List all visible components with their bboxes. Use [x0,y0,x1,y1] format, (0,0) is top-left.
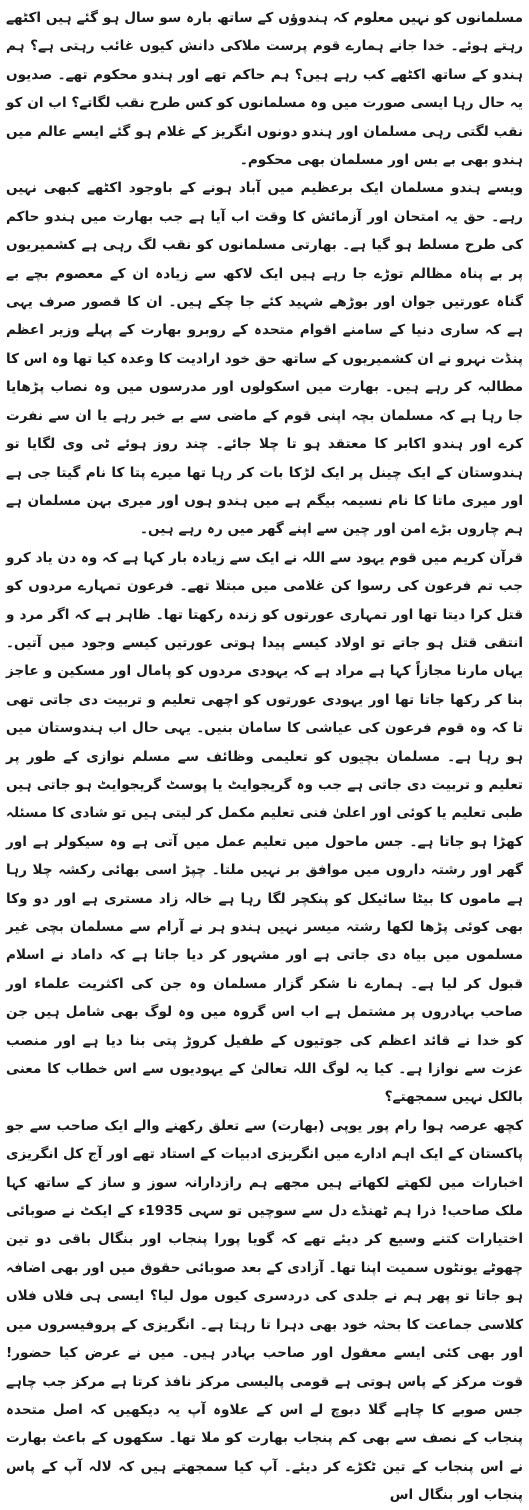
paragraph-1: مسلمانوں کو نہیں معلوم کہ ہندوؤں کے ساتھ بارہ سو سال ہو گئے ہیں اکٹھے رہتے ہوئے۔ خدا جانے ہمارے قوم پرست ملاکی دانش کیوں غائب رہتی ہے؟ ہم ہندو کے ساتھ اکٹھے کب رہے ہیں؟ ہم حاکم تھے اور ہندو محکوم تھے۔ صدیوں یہ حال رہا ایسی صورت میں وہ مسلمانوں کو کس طرح نقب لگاتے؟ اب ان کو نقب لگتی رہی مسلمان اور ہندو دونوں انگریز کے غلام ہو گئے ایسے عالم میں ہندو بھی بے بس اور مسلمان بھی محکوم۔ [6,10,523,169]
paragraph-2: ویسے ہندو مسلمان ایک برعظیم میں آباد ہونے کے باوجود اکٹھے کبھی نہیں رہے۔ حق یہ امتحان اور آزمائش کا وقت اب آیا ہے جب بھارت میں ہندو حاکم کی طرح مسلط ہو گیا ہے۔ بھارتی مسلمانوں کو نقب لگ رہی ہے کشمیریوں پر بے پناہ مظالم توڑے جا رہے ہیں ایک لاکھ سے زیادہ ان کے معصوم بچے بے گناہ عورتیں جوان اور بوڑھے شہید کئے جا چکے ہیں۔ ان کا قصور صرف یہی ہے کہ ساری دنیا کے سامنے اقوام متحدہ کے روبرو بھارت کے پہلے وزیر اعظم پنڈت نہرو نے ان کشمیریوں کے ساتھ حق خود ارادیت کا وعدہ کیا تھا وہ اس کا مطالبہ کر رہے ہیں۔ بھارت میں اسکولوں اور مدرسوں میں وہ نصاب پڑھایا جا رہا ہے کہ مسلمان بچہ اپنی قوم کے ماضی سے بے خبر رہے یا ان سے نفرت کرے اور ہندو اکابر کا معتقد ہو تا چلا جائے۔ چند روز ہوئے ٹی وی لگایا تو ہندوستان کے ایک چینل پر ایک لڑکا بات کر رہا تھا میرے پتا کا نام گیتا جی ہے اور میری ماتا کا نام نسیمہ بیگم ہے میں ہندو ہوں اور میری بہن مسلمان ہے ہم چاروں بڑے امن اور چین سے اپنے گھر میں رہ رہے ہیں۔ [6,180,523,538]
paragraph-4: کچھ عرصہ ہوا رام پور یوپی (بھارت) سے تعلق رکھنے والے ایک صاحب سے جو پاکستان کے ایک اہم ادارے میں انگریزی ادبیات کے استاد تھے اور آج کل انگریزی اخبارات میں لکھتے لکھاتے ہیں مجھے ہم رازدارانہ سوز و ساز کے ساتھ کہا ملک صاحب! ذرا ہم ٹھنڈے دل سے سوچیں تو سہی 1935ء کے ایکٹ نے صوبائی اختیارات کتنے وسیع کر دیئے تھے کہ گویا پورا پنجاب اور بنگال باقی دو تین چھوٹے یونٹوں سمیت اپنا تھا۔ آزادی کے بعد صوبائی حقوق میں اور بھی اضافہ ہو جاتا تو پھر ہم نے جلدی کی دردسری کیوں مول لیا؟ ایسی ہی فلاں فلاں کلاسی جماعت کا بحثہ خود بھی دہرا تا رہتا ہے۔ انگریزی کے پروفیسروں میں اور بھی کئی ایسے معقول اور صاحب بہادر ہیں۔ میں نے عرض کیا حضور! قوت مرکز کے پاس ہوتی ہے قومی پالیسی مرکز نافذ کرتا ہے مرکز جب چاہے جس صوبے کا چاہے گلا دبوچ لے اس کے علاوہ آپ یہ دیکھیں کہ اصل متحدہ پنجاب کے نصف سے بھی کم پنجاب بھارت کو ملا تھا۔ سکھوں کے باعث بھارت نے اس پنجاب کے تین ٹکڑے کر دیئے۔ آپ کیا سمجھتے ہیں کہ لالہ آپ کے پاس پنجاب اور بنگال اس [6,1117,524,1504]
paragraph-3: قرآن کریم میں قوم یہود سے اللہ نے ایک سے زیادہ بار کہا ہے کہ وہ دن یاد کرو جب تم فرعون کی رسوا کن غلامی میں مبتلا تھے۔ فرعون تمہارے مردوں کو قتل کرا دیتا تھا اور تمہاری عورتوں کو زندہ رکھتا تھا۔ ظاہر ہے کہ اگر مرد و انتقی قتل ہو جاتے تو اولاد کیسے پیدا ہوتی عورتیں کیسے وجود میں آتیں۔ یہاں مارنا مجازاً کہا ہے مراد ہے کہ یہودی مردوں کو پامال اور مسکین و عاجز بنا کر رکھا جاتا تھا اور یہودی عورتوں کو اچھی تعلیم و تربیت دی جاتی تھی تا کہ وہ قوم فرعون کی عیاشی کا سامان بنیں۔ یہی حال اب ہندوستان میں ہو رہا ہے۔ مسلمان بچیوں کو تعلیمی وظائف سے مسلم نوازی کے طور پر تعلیم و تربیت دی جاتی ہے جب وہ گریجوایٹ یا پوسٹ گریجوایٹ ہو جاتی ہیں طبی تعلیم یا کوئی اور اعلیٰ فنی تعلیم مکمل کر لیتی ہیں تو شادی کا مسئلہ کھڑا ہو جاتا ہے۔ جس ماحول میں تعلیم عمل میں آتی ہے وہ سیکولر ہے اور گھر اور رشتہ داروں میں موافق بر نہیں ملتا۔ چپڑ اسی بھائی رکشہ چلا رہا ہے ماموں کا بیٹا سائیکل کو پنکچر لگا رہا ہے خالہ زاد مستری ہے اور دو وکا بھی کوئی پڑھا لکھا رشتہ میسر نہیں ہندو ہر نے آرام سے مسلمان بچی غیر مسلموں میں بیاہ دی جاتی ہے اور مشہور کر دیا جاتا ہے کہ داماد نے اسلام قبول کر لیا ہے۔ ہمارے نا شکر گزار مسلمان وہ جن کی اکثریت علماء اور صاحب بہادروں پر مشتمل ہے اب اس گروہ میں وہ لوگ بھی شامل ہیں جن کو خدا نے قائد اعظم کی جوتیوں کے طفیل کروڑ پتی بنا دیا ہے اور منصب عزت سے نوازا ہے۔ کیا یہ لوگ اللہ تعالیٰ کے یہودیوں سے اس خطاب کا معنی بالکل نہیں سمجھتے؟ [6,549,523,1106]
